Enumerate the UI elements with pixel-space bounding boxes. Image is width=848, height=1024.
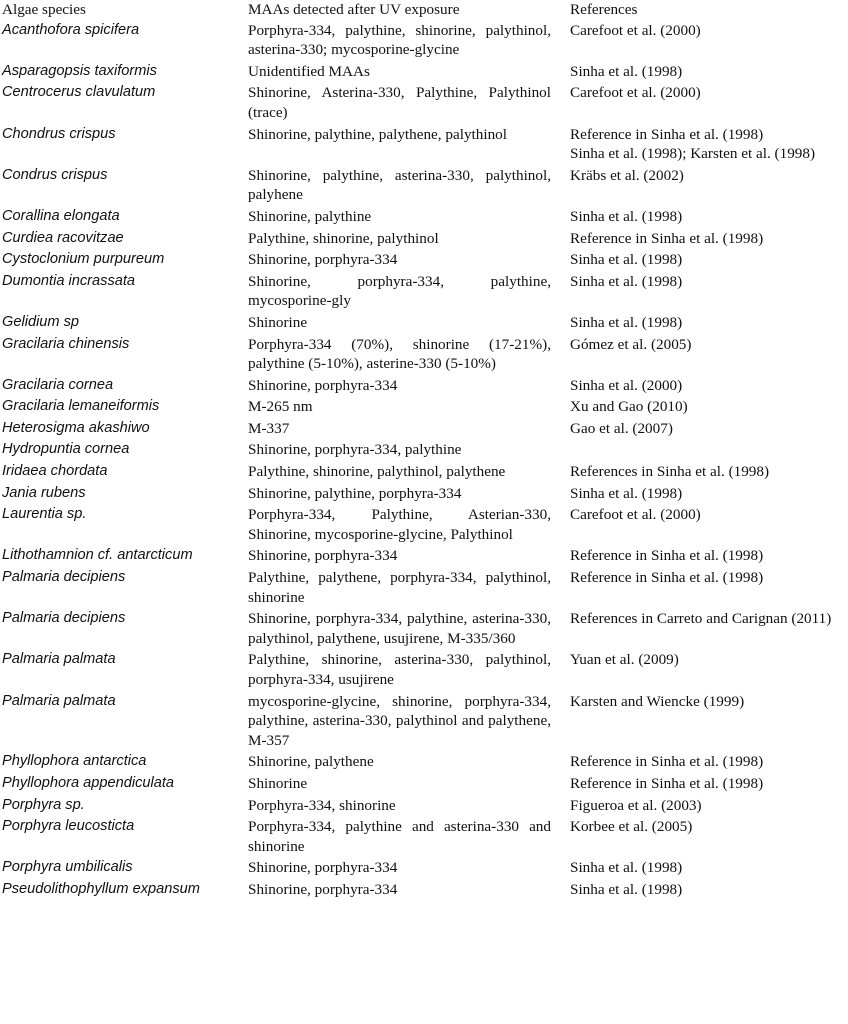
species-cell: Phyllophora appendiculata [2,774,175,791]
maas-cell: Palythine, shinorine, asterina-330, palythinol, porphyra-334, usujirene [248,651,551,688]
species-cell: Gelidium sp [2,313,80,330]
table-row [0,568,848,609]
species-cell: Condrus crispus [2,166,108,183]
reference-text: Reference in Sinha et al. (1998) [570,229,764,247]
reference-text: Sinha et al. (1998) [570,880,683,898]
table-row [0,650,848,691]
references-cell [569,166,848,207]
table-row [0,440,848,462]
maas-cell: Palythine, shinorine, palythinol, palythene [248,463,506,481]
references-cell [569,313,848,335]
maas-cell: Shinorine, palythine, porphyra-334 [248,484,462,502]
table-row [0,21,848,62]
species-cell: Dumontia incrassata [2,272,136,289]
table-row [0,335,848,376]
table-row [0,229,848,251]
maas-cell: Porphyra-334 (70%), shinorine (17-21%), palythine (5-10%), asterine-330 (5-10%) [248,335,551,373]
table-row [0,376,848,398]
reference-text: Sinha et al. (1998) [570,207,683,225]
reference-text: Sinha et al. (1998); Karsten et al. (1998) [570,145,816,163]
maas-cell: Shinorine, porphyra-334 [248,251,398,269]
maas-cell: Porphyra-334, shinorine [248,796,396,814]
references-cell [569,419,848,441]
table-row [0,166,848,207]
table-row [0,796,848,818]
maas-cell: Shinorine, palythine, palythene, palythinol [248,125,507,143]
species-cell: Phyllophora antarctica [2,753,147,770]
reference-text: Gao et al. (2007) [570,419,673,437]
species-cell: Pseudolithophyllum expansum [2,880,200,897]
reference-text: Carefoot et al. (2000) [570,21,701,39]
reference-text: References in Carreto and Carignan (2011) [570,610,832,628]
table-row [0,546,848,568]
references-cell [569,609,848,650]
species-cell: Porphyra umbilicalis [2,859,133,876]
table-row [0,774,848,796]
table-row [0,880,848,902]
references-cell [569,546,848,568]
species-cell: Laurentia sp. [2,506,87,523]
table-row [0,817,848,858]
reference-text: Xu and Gao (2010) [570,398,688,416]
reference-text: Korbee et al. (2005) [570,818,693,836]
species-cell: Porphyra sp. [2,796,85,813]
table-row [0,125,848,166]
maas-cell: Porphyra-334, palythine, shinorine, palythinol, asterina-330; mycosporine-glycine [248,21,551,59]
header-references: References [570,1,638,18]
table-row [0,313,848,335]
maas-cell: Shinorine, palythine, asterina-330, palythinol, palyhene [248,166,551,204]
reference-text: Carefoot et al. (2000) [570,84,701,102]
species-cell: Palmaria palmata [2,651,116,668]
references-cell [569,335,848,376]
references-cell [569,229,848,251]
species-cell: Gracilaria lemaneiformis [2,398,160,415]
species-cell: Centrocerus clavulatum [2,84,156,101]
species-cell: Palmaria palmata [2,692,116,709]
reference-text: Reference in Sinha et al. (1998) [570,547,764,565]
species-cell: Chondrus crispus [2,125,116,142]
references-cell [569,376,848,398]
maas-cell: Shinorine, palythene [248,753,374,771]
species-cell: Heterosigma akashiwo [2,419,150,436]
table-row [0,462,848,484]
references-cell [569,440,848,462]
references-cell [569,62,848,84]
maas-cell: Palythine, shinorine, palythinol [248,229,439,247]
table-row [0,858,848,880]
maas-cell: M-265 nm [248,398,313,416]
references-cell [569,752,848,774]
table-row [0,505,848,546]
species-cell: Gracilaria chinensis [2,335,130,352]
species-cell: Porphyra leucosticta [2,818,135,835]
table-row [0,272,848,313]
maas-cell: M-337 [248,419,290,437]
species-cell: Palmaria decipiens [2,569,126,586]
reference-text: Figueroa et al. (2003) [570,796,702,814]
reference-text: Reference in Sinha et al. (1998) [570,125,764,143]
reference-text: Sinha et al. (1998) [570,859,683,877]
references-cell [569,125,848,166]
maas-cell: Unidentified MAAs [248,62,370,80]
table-row [0,207,848,229]
header-species: Algae species [2,1,86,18]
references-cell [569,250,848,272]
table-row [0,397,848,419]
species-cell: Corallina elongata [2,207,120,224]
table-row [0,609,848,650]
references-cell [569,796,848,818]
reference-text: Sinha et al. (1998) [570,62,683,80]
table-body [0,21,848,902]
header-maas: MAAs detected after UV exposure [248,1,460,18]
maas-cell: mycosporine-glycine, shinorine, porphyra-334, palythine, asterina-330, palythinol and palythene, M-357 [248,692,551,749]
maas-cell: Porphyra-334, palythine and asterina-330 and shinorine [248,818,551,855]
references-cell [569,484,848,506]
table-row [0,83,848,124]
maas-cell: Shinorine, porphyra-334, palythine [248,441,462,459]
maas-cell: Palythine, palythene, porphyra-334, palythinol, shinorine [248,569,551,606]
table-row [0,484,848,506]
species-cell: Iridaea chordata [2,463,108,480]
table-row [0,692,848,753]
references-cell [569,774,848,796]
reference-text: Sinha et al. (1998) [570,272,683,290]
reference-text: References in Sinha et al. (1998) [570,463,770,481]
reference-text: Carefoot et al. (2000) [570,506,701,524]
references-cell [569,505,848,546]
reference-text: Yuan et al. (2009) [570,651,679,669]
maas-cell: Shinorine [248,774,308,792]
table-row [0,250,848,272]
species-cell: Cystoclonium purpureum [2,251,165,268]
reference-text: Gómez et al. (2005) [570,335,692,353]
maas-cell: Porphyra-334, Palythine, Asterian-330, Shinorine, mycosporine-glycine, Palythinol [248,506,551,543]
references-cell [569,272,848,313]
maas-cell: Shinorine, porphyra-334, palythine, mycosporine-gly [248,272,551,310]
species-cell: Gracilaria cornea [2,376,114,393]
references-cell [569,692,848,753]
species-cell: Jania rubens [2,484,86,501]
reference-text: Reference in Sinha et al. (1998) [570,774,764,792]
species-cell: Acanthofora spicifera [2,21,140,38]
table-row [0,62,848,84]
references-cell [569,858,848,880]
maas-cell: Shinorine, porphyra-334 [248,547,398,565]
maas-cell: Shinorine [248,313,308,331]
reference-text: Sinha et al. (1998) [570,484,683,502]
reference-text: Sinha et al. (1998) [570,251,683,269]
reference-text: Reference in Sinha et al. (1998) [570,569,764,587]
maas-cell: Shinorine, porphyra-334 [248,859,398,877]
reference-text: Reference in Sinha et al. (1998) [570,753,764,771]
species-cell: Hydropuntia cornea [2,441,130,458]
maas-cell: Shinorine, porphyra-334, palythine, asterina-330, palythinol, palythene, usujirene, M-335/360 [248,610,551,647]
references-cell [569,817,848,858]
maas-cell: Shinorine, porphyra-334 [248,376,398,394]
references-cell [569,650,848,691]
maas-cell: Shinorine, porphyra-334 [248,880,398,898]
header-row [0,0,848,21]
references-cell [569,462,848,484]
references-cell [569,21,848,62]
maas-cell: Shinorine, Asterina-330, Palythine, Palythinol (trace) [248,84,551,121]
species-cell: Asparagopsis taxiformis [2,62,157,79]
references-cell [569,207,848,229]
references-cell [569,397,848,419]
references-cell [569,568,848,609]
maas-cell: Shinorine, palythine [248,207,372,225]
species-cell: Palmaria decipiens [2,610,126,627]
table-row [0,419,848,441]
species-cell: Curdiea racovitzae [2,229,124,246]
reference-text: Sinha et al. (1998) [570,313,683,331]
reference-text: Sinha et al. (2000) [570,376,683,394]
references-cell [569,83,848,124]
references-cell [569,880,848,902]
table-row [0,752,848,774]
reference-text: Karsten and Wiencke (1999) [570,692,745,710]
reference-text: Kräbs et al. (2002) [570,166,684,184]
species-cell: Lithothamnion cf. antarcticum [2,547,193,564]
